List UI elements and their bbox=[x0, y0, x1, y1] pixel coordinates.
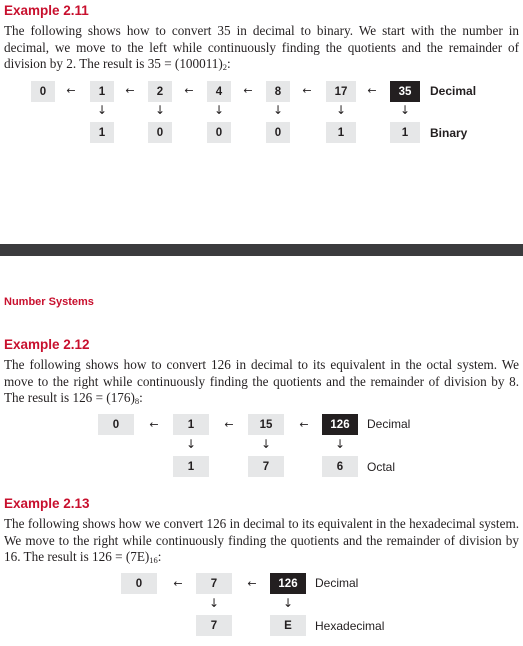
quotient-box: 15 bbox=[248, 414, 284, 435]
left-arrow: ← bbox=[125, 84, 135, 97]
example-2-11-title: Example 2.11 bbox=[4, 3, 89, 18]
octal-label: Octal bbox=[367, 460, 396, 474]
quotient-box: 0 bbox=[31, 81, 55, 102]
down-arrow: ↓ bbox=[399, 103, 411, 117]
remainder-box: 6 bbox=[322, 456, 358, 477]
hexadecimal-label: Hexadecimal bbox=[315, 619, 385, 633]
quotient-box: 8 bbox=[266, 81, 290, 102]
down-arrow: ↓ bbox=[96, 103, 108, 117]
page-divider bbox=[0, 244, 523, 256]
remainder-box: 0 bbox=[148, 122, 172, 143]
down-arrow: ↓ bbox=[213, 103, 225, 117]
running-header: Number Systems bbox=[4, 296, 94, 308]
example-2-12-title: Example 2.12 bbox=[4, 337, 90, 352]
remainder-box: 1 bbox=[90, 122, 114, 143]
quotient-box: 2 bbox=[148, 81, 172, 102]
remainder-box: 0 bbox=[266, 122, 290, 143]
down-arrow: ↓ bbox=[272, 103, 284, 117]
down-arrow: ↓ bbox=[154, 103, 166, 117]
left-arrow: ← bbox=[367, 84, 377, 97]
decimal-label: Decimal bbox=[367, 417, 411, 431]
remainder-box: 1 bbox=[390, 122, 420, 143]
down-arrow: ↓ bbox=[282, 596, 294, 610]
remainder-box: E bbox=[270, 615, 306, 636]
remainder-box: 0 bbox=[207, 122, 231, 143]
left-arrow: ← bbox=[149, 418, 159, 431]
example-2-13-text: The following shows how we convert 126 in decimal to its equivalent in the hexadecimal system. We move to the right while continuously finding the quotients and the remainder of division by 16. The result is $126 = (7E)_{16}$: bbox=[4, 516, 519, 565]
quotient-box: 0 bbox=[98, 414, 134, 435]
left-arrow: ← bbox=[299, 418, 309, 431]
example-2-13-title: Example 2.13 bbox=[4, 496, 90, 511]
quotient-box: 4 bbox=[207, 81, 231, 102]
remainder-box: 7 bbox=[196, 615, 232, 636]
down-arrow: ↓ bbox=[335, 103, 347, 117]
down-arrow: ↓ bbox=[334, 437, 346, 451]
quotient-box: 1 bbox=[90, 81, 114, 102]
left-arrow: ← bbox=[224, 418, 234, 431]
down-arrow: ↓ bbox=[185, 437, 197, 451]
left-arrow: ← bbox=[184, 84, 194, 97]
left-arrow: ← bbox=[302, 84, 312, 97]
decimal-label: Decimal bbox=[315, 576, 359, 590]
decimal-input-box: 35 bbox=[390, 81, 420, 102]
remainder-box: 1 bbox=[326, 122, 356, 143]
down-arrow: ↓ bbox=[208, 596, 220, 610]
decimal-label: Decimal bbox=[430, 84, 477, 98]
remainder-box: 1 bbox=[173, 456, 209, 477]
left-arrow: ← bbox=[173, 577, 183, 590]
quotient-box: 1 bbox=[173, 414, 209, 435]
example-2-11-text: The following shows how to convert 35 in decimal to binary. We start with the number in decimal, we move to the left while continuously finding the quotients and the remainder of division by 2. The result is $35 = (100011)_2$: bbox=[4, 23, 519, 72]
quotient-box: 17 bbox=[326, 81, 356, 102]
left-arrow: ← bbox=[247, 577, 257, 590]
remainder-box: 7 bbox=[248, 456, 284, 477]
quotient-box: 7 bbox=[196, 573, 232, 594]
example-2-12-text: The following shows how to convert 126 in decimal to its equivalent in the octal system. We move to the right while continuously finding the quotients and the remainder of division by 8. The result is $126 = (176)_8$: bbox=[4, 357, 519, 406]
binary-label: Binary bbox=[430, 126, 468, 140]
decimal-input-box: 126 bbox=[322, 414, 358, 435]
down-arrow: ↓ bbox=[260, 437, 272, 451]
decimal-input-box: 126 bbox=[270, 573, 306, 594]
left-arrow: ← bbox=[243, 84, 253, 97]
quotient-box: 0 bbox=[121, 573, 157, 594]
left-arrow: ← bbox=[66, 84, 76, 97]
